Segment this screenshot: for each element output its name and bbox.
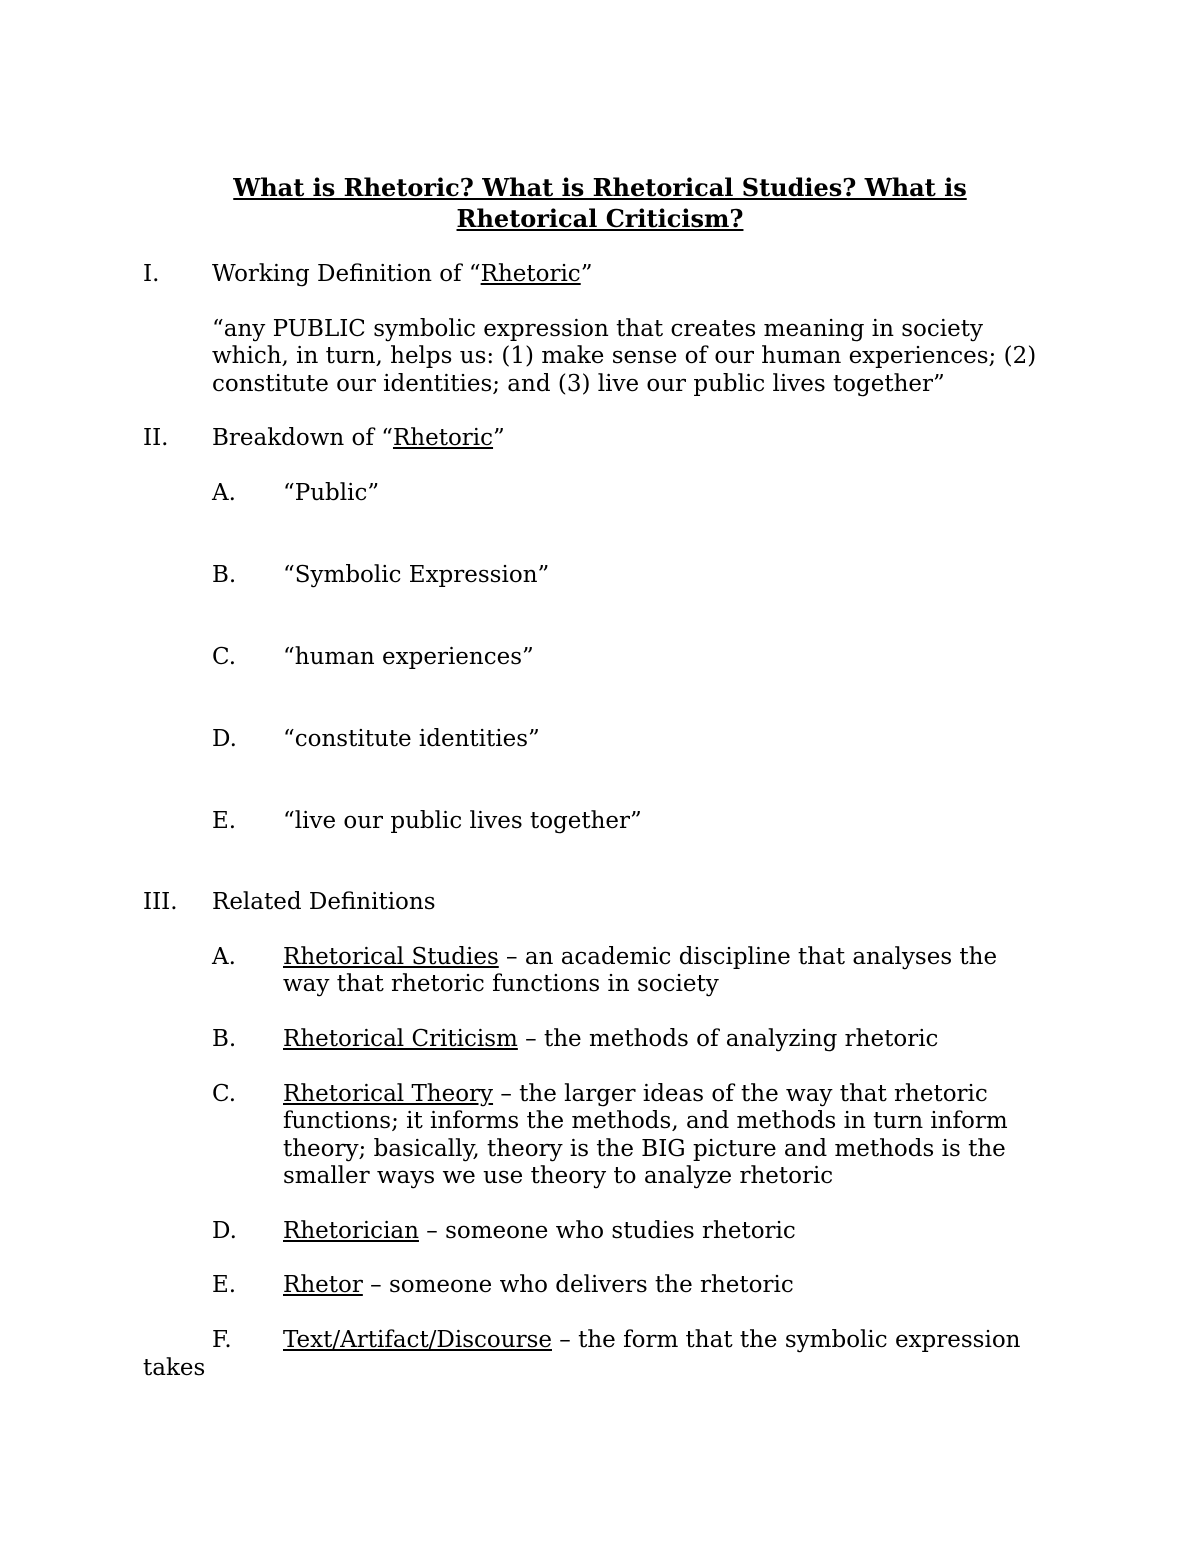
definition-quote-line: which, in turn, helps us: (1) make sense of our human experiences; (2) xyxy=(212,343,1037,369)
breakdown-item-text: “constitute identities” xyxy=(283,726,540,752)
definition-continuation: theory; basically, theory is the BIG picture and methods is the xyxy=(283,1136,1006,1162)
section-2-heading-pre: Breakdown of “ xyxy=(212,425,393,451)
definition-continuation: way that rhetoric functions in society xyxy=(283,971,719,997)
definition-term: Text/Artifact/Discourse xyxy=(283,1327,552,1353)
section-3-heading: Related Definitions xyxy=(212,889,436,915)
definition-term: Rhetor xyxy=(283,1272,363,1298)
section-2-heading xyxy=(212,425,505,453)
definition-item xyxy=(283,1081,988,1109)
definition-wrap-text: takes xyxy=(143,1355,206,1381)
definition-term: Rhetorician xyxy=(283,1218,419,1244)
definition-continuation: functions; it informs the methods, and methods in turn inform xyxy=(283,1108,1008,1134)
breakdown-item-letter: C. xyxy=(212,644,237,670)
definition-item-letter: E. xyxy=(212,1272,237,1298)
breakdown-item-text: “live our public lives together” xyxy=(283,808,642,834)
definition-text: – someone who delivers the rhetoric xyxy=(362,1272,794,1298)
definition-text: – an academic discipline that analyses the xyxy=(498,944,998,970)
breakdown-item-text: “Public” xyxy=(283,480,380,506)
definition-item-letter: C. xyxy=(212,1081,237,1107)
definition-item xyxy=(283,1026,938,1054)
definition-item xyxy=(283,1327,1020,1355)
breakdown-item-text: “Symbolic Expression” xyxy=(283,562,550,588)
definition-item xyxy=(283,944,997,972)
definition-quote-line: constitute our identities; and (3) live our public lives together” xyxy=(212,371,945,397)
section-1-heading-post: ” xyxy=(580,261,593,287)
title-line-1: What is Rhetoric? What is Rhetorical Studies? What is xyxy=(233,173,967,202)
definition-item-letter: F. xyxy=(212,1327,232,1353)
section-1-numeral: I. xyxy=(143,261,160,287)
definition-item-letter: A. xyxy=(212,944,236,970)
title-line-2: Rhetorical Criticism? xyxy=(456,204,744,233)
definition-item-letter: D. xyxy=(212,1218,237,1244)
section-2-heading-term: Rhetoric xyxy=(392,425,494,451)
section-2-numeral: II. xyxy=(143,425,169,451)
breakdown-item-letter: B. xyxy=(212,562,237,588)
section-3-numeral: III. xyxy=(143,889,178,915)
breakdown-item-letter: A. xyxy=(212,480,236,506)
definition-term: Rhetorical Criticism xyxy=(283,1026,518,1052)
definition-item-letter: B. xyxy=(212,1026,237,1052)
breakdown-item-text: “human experiences” xyxy=(283,644,534,670)
section-1-heading xyxy=(212,261,592,289)
definition-text: – the form that the symbolic expression xyxy=(551,1327,1021,1353)
document-title xyxy=(150,172,1050,234)
definition-item xyxy=(283,1272,794,1300)
breakdown-item-letter: E. xyxy=(212,808,237,834)
definition-term: Rhetorical Studies xyxy=(283,944,499,970)
section-1-heading-term: Rhetoric xyxy=(480,261,581,287)
definition-text: – someone who studies rhetoric xyxy=(418,1218,796,1244)
definition-continuation: smaller ways we use theory to analyze rhetoric xyxy=(283,1163,834,1189)
section-1-heading-pre: Working Definition of “ xyxy=(212,261,481,287)
definition-term: Rhetorical Theory xyxy=(283,1081,494,1107)
definition-text: – the larger ideas of the way that rhetoric xyxy=(493,1081,988,1107)
breakdown-item-letter: D. xyxy=(212,726,237,752)
definition-item xyxy=(283,1218,796,1246)
definition-quote-line: “any PUBLIC symbolic expression that creates meaning in society xyxy=(212,316,983,342)
section-2-heading-post: ” xyxy=(493,425,505,451)
definition-text: – the methods of analyzing rhetoric xyxy=(517,1026,939,1052)
